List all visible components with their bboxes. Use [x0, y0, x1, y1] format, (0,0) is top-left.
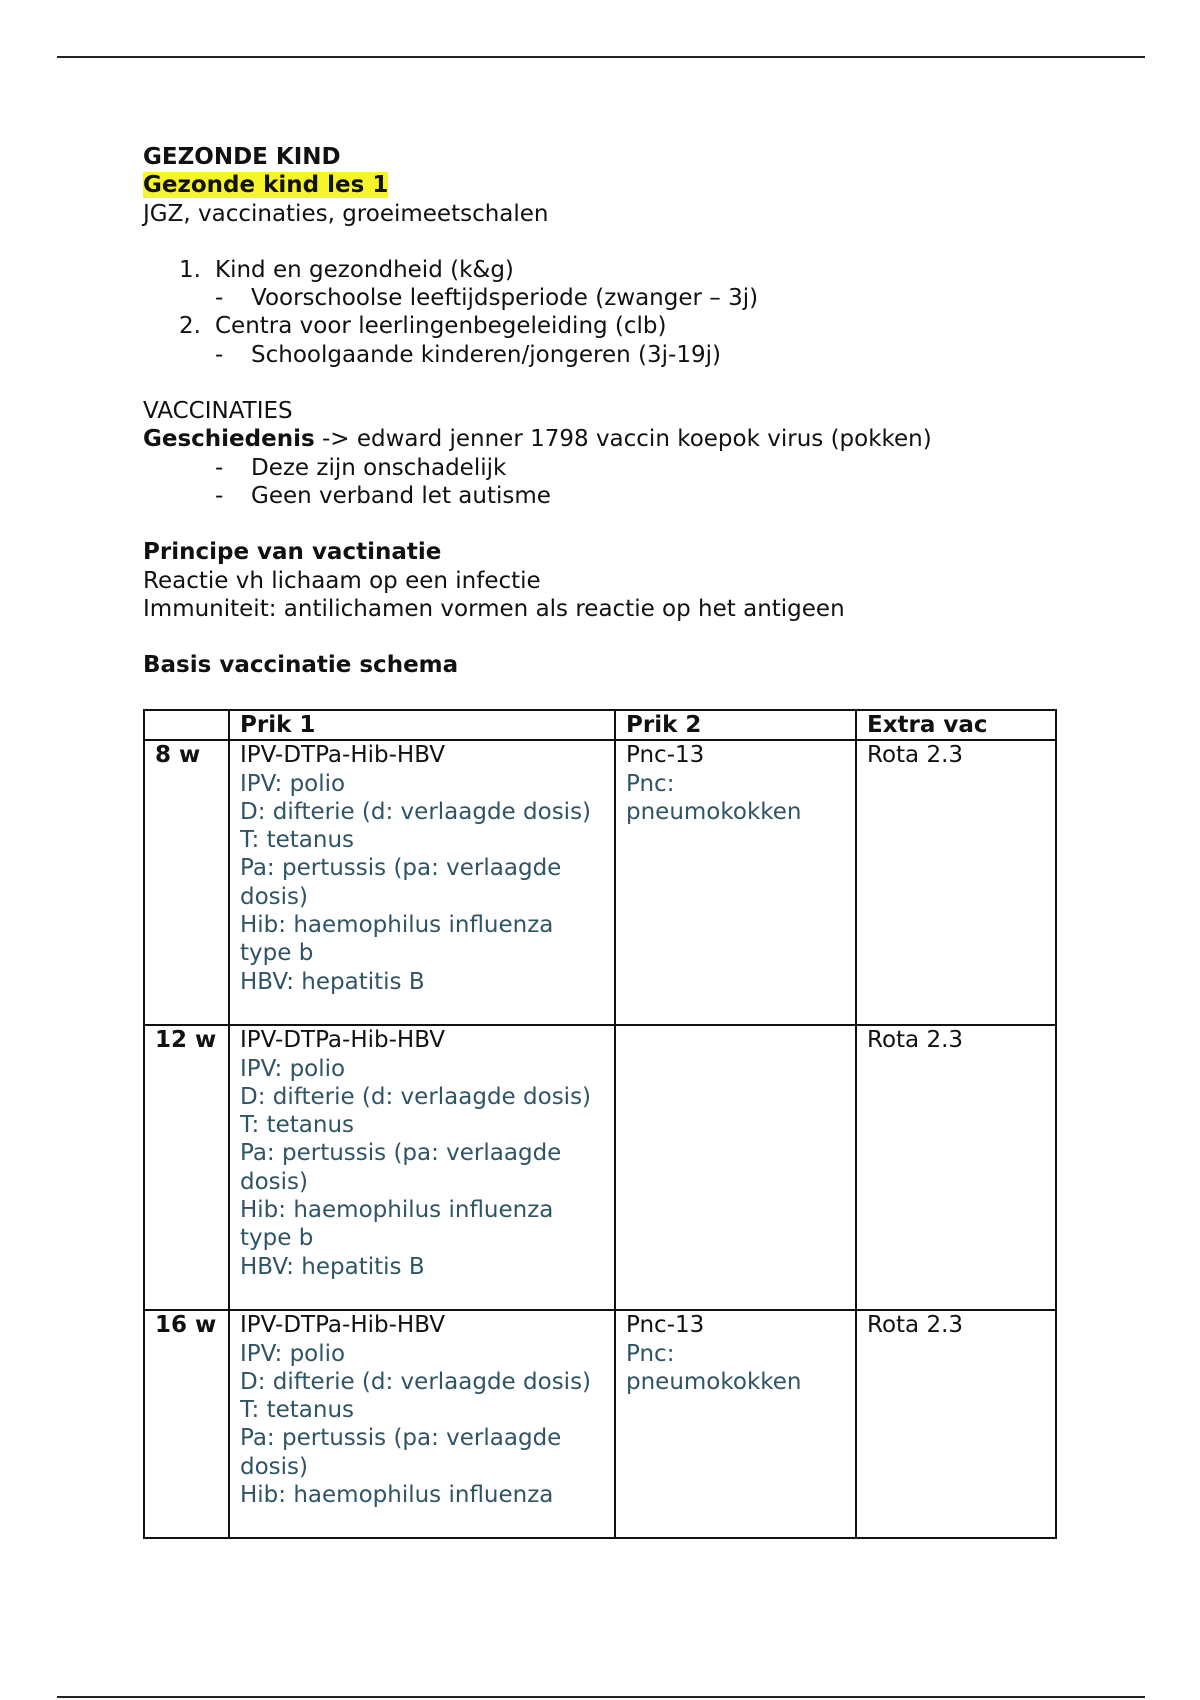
schema-heading: Basis vaccinatie schema: [143, 652, 459, 679]
org-sub-label: Schoolgaande kinderen/jongeren (3j-19j): [251, 341, 721, 368]
dash-bullet: -: [215, 285, 224, 312]
org-label: Kind en gezondheid (k&g): [215, 256, 514, 283]
prik1-main: IPV-DTPa-Hib-HBV: [240, 742, 446, 769]
vaccination-table: [143, 709, 1057, 1539]
detail-line: IPV: polio: [240, 1055, 346, 1082]
extra-cell: Rota 2.3: [856, 1025, 1056, 1310]
principe-line: Reactie vh lichaam op een infectie: [143, 567, 541, 594]
prik2-details: [626, 770, 845, 827]
prik1-cell: [229, 1025, 615, 1310]
org-sub-item: [143, 341, 1103, 369]
prik2-details: [626, 1340, 845, 1397]
prik2-cell: [615, 1310, 856, 1538]
detail-line: T: tetanus: [240, 1397, 355, 1424]
detail-line: Pa: pertussis (pa: verlaagde dosis): [240, 1140, 562, 1195]
history-bullet: [143, 482, 1103, 510]
detail-line: T: tetanus: [240, 1112, 355, 1139]
extra-cell: Rota 2.3: [856, 1310, 1056, 1538]
bullet-text: Deze zijn onschadelijk: [251, 454, 507, 481]
doc-title: GEZONDE KIND: [143, 144, 341, 170]
detail-line: Hib: haemophilus influenza type b: [240, 912, 554, 967]
header-cell: [144, 710, 229, 740]
lesson-highlight: Gezonde kind les 1: [143, 172, 389, 199]
detail-line: IPV: polio: [240, 770, 346, 797]
vaccinaties-heading: VACCINATIES: [143, 398, 293, 425]
age-cell: 12 w: [144, 1025, 229, 1310]
detail-line: Pnc: pneumokokken: [626, 770, 802, 825]
org-sub-item: [143, 284, 1103, 312]
footer-rule: [57, 1696, 1145, 1698]
org-item: [143, 256, 1103, 284]
org-sub-label: Voorschoolse leeftijdsperiode (zwanger – 3j): [251, 285, 759, 312]
principe-line: Immuniteit: antilichamen vormen als reactie op het antigeen: [143, 595, 845, 622]
header-cell: Prik 1: [229, 710, 615, 740]
header-cell: Prik 2: [615, 710, 856, 740]
detail-line: Hib: haemophilus influenza type b: [240, 1197, 554, 1252]
org-label: Centra voor leerlingenbegeleiding (clb): [215, 313, 667, 340]
bullet-text: Geen verband let autisme: [251, 482, 551, 509]
principe-heading: Principe van vactinatie: [143, 539, 442, 566]
header-cell: Extra vac: [856, 710, 1056, 740]
list-number: 2.: [179, 313, 201, 340]
history-bullet: [143, 454, 1103, 482]
lesson-title: [143, 171, 1103, 199]
list-number: 1.: [179, 256, 201, 283]
detail-line: Pa: pertussis (pa: verlaagde dosis): [240, 1425, 562, 1480]
header-rule: [57, 56, 1145, 58]
prik1-details: [240, 770, 604, 996]
detail-line: D: difterie (d: verlaagde dosis): [240, 798, 592, 825]
detail-line: Pnc: pneumokokken: [626, 1340, 802, 1395]
detail-line: HBV: hepatitis B: [240, 968, 425, 995]
detail-line: HBV: hepatitis B: [240, 1253, 425, 1280]
prik1-main: IPV-DTPa-Hib-HBV: [240, 1027, 446, 1054]
history-line: [143, 425, 1103, 453]
detail-line: D: difterie (d: verlaagde dosis): [240, 1368, 592, 1395]
history-text: -> edward jenner 1798 vaccin koepok virus (pokken): [314, 426, 932, 453]
detail-line: D: difterie (d: verlaagde dosis): [240, 1083, 592, 1110]
extra-cell: Rota 2.3: [856, 740, 1056, 1025]
doc-subtitle: JGZ, vaccinaties, groeimeetschalen: [143, 200, 549, 227]
org-item: [143, 312, 1103, 340]
dash-bullet: -: [215, 482, 224, 509]
table-row: [144, 740, 1056, 1025]
prik2-cell: [615, 1025, 856, 1310]
prik1-details: [240, 1055, 604, 1281]
prik1-details: [240, 1340, 604, 1510]
table-row: [144, 1310, 1056, 1538]
age-cell: 8 w: [144, 740, 229, 1025]
prik1-main: IPV-DTPa-Hib-HBV: [240, 1312, 446, 1339]
prik2-main: Pnc-13: [626, 1312, 705, 1339]
prik1-cell: [229, 1310, 615, 1538]
dash-bullet: -: [215, 454, 224, 481]
table-header-row: [144, 710, 1056, 740]
age-cell: 16 w: [144, 1310, 229, 1538]
prik1-cell: [229, 740, 615, 1025]
detail-line: T: tetanus: [240, 827, 355, 854]
detail-line: Hib: haemophilus influenza: [240, 1482, 554, 1509]
history-label: Geschiedenis: [143, 426, 315, 453]
prik2-cell: [615, 740, 856, 1025]
document-body: [143, 143, 1103, 679]
detail-line: Pa: pertussis (pa: verlaagde dosis): [240, 855, 562, 910]
prik2-main: Pnc-13: [626, 742, 705, 769]
detail-line: IPV: polio: [240, 1340, 346, 1367]
dash-bullet: -: [215, 341, 224, 368]
table-row: [144, 1025, 1056, 1310]
